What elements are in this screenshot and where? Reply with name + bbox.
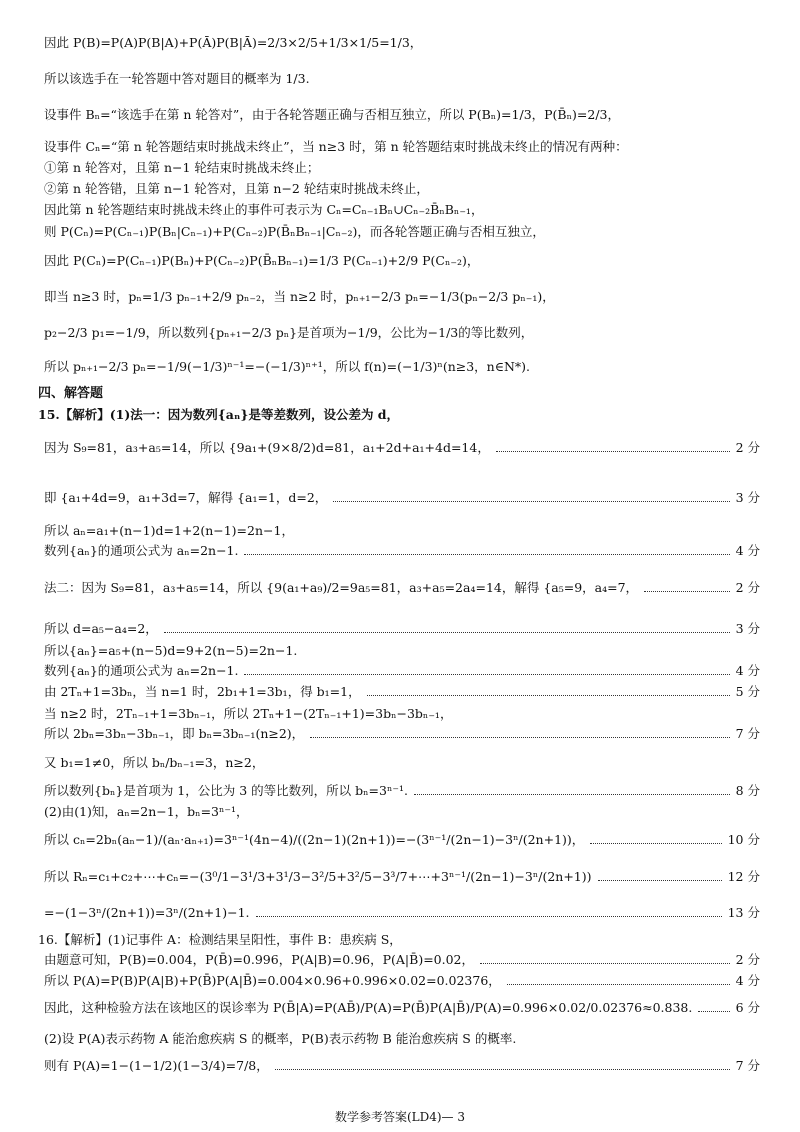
text-line: 所以 aₙ=a₁+(n−1)d=1+2(n−1)=2n−1， [44, 522, 294, 538]
scored-line: 所以 2bₙ=3bₙ−3bₙ₋₁，即 bₙ=3bₙ₋₁(n≥2)， 7 分 [44, 726, 760, 741]
leader-dots [164, 632, 730, 633]
leader-dots [367, 695, 730, 696]
scored-line: 由 2Tₙ+1=3bₙ，当 n=1 时，2b₁+1=3b₁，得 b₁=1， 5 分 [44, 684, 760, 699]
score-label: 8 分 [735, 783, 760, 798]
score-label: 13 分 [727, 905, 760, 920]
leader-dots [644, 591, 730, 592]
text-line: ②第 n 轮答错，且第 n−1 轮答对，且第 n−2 轮结束时挑战未终止， [44, 180, 429, 196]
text-line: (2)设 P(A)表示药物 A 能治愈疾病 S 的概率，P(B)表示药物 B 能治愈疾病 S 的概率. [44, 1030, 517, 1046]
text-line: 则 P(Cₙ)=P(Cₙ₋₁)P(Bₙ|Cₙ₋₁)+P(Cₙ₋₂)P(B̄ₙBₙ₋₁|Cₙ₋₂)，而各轮答题正确与否相互独立， [44, 223, 545, 239]
leader-dots [310, 737, 729, 738]
text-line: 即当 n≥3 时，pₙ=1/3 pₙ₋₁+2/9 pₙ₋₂，当 n≥2 时，pₙ₊₁−2/3 pₙ=−1/3(pₙ−2/3 pₙ₋₁)， [44, 288, 555, 304]
text-line: ①第 n 轮答对，且第 n−1 轮结束时挑战未终止； [44, 159, 320, 175]
text-line: (2)由(1)知，aₙ=2n−1，bₙ=3ⁿ⁻¹， [44, 803, 249, 819]
leader-dots [275, 1069, 730, 1070]
text-line: 所以 pₙ₊₁−2/3 pₙ=−1/9(−1/3)ⁿ⁻¹=−(−1/3)ⁿ⁺¹，所以 f(n)=(−1/3)ⁿ(n≥3，n∈N*). [44, 358, 531, 374]
text-line: 设事件 Bₙ=“该选手在第 n 轮答对”，由于各轮答题正确与否相互独立，所以 P(Bₙ)=1/3，P(B̄ₙ)=2/3， [44, 106, 620, 122]
leader-dots [333, 501, 729, 502]
scored-line: 因此，这种检验方法在该地区的误诊率为 P(B̄|A)=P(AB̄)/P(A)=P(B̄)P(A|B̄)/P(A)=0.996×0.02/0.02376≈0.838. 6 分 [44, 1000, 760, 1015]
scored-line: 因为 S₉=81，a₃+a₅=14，所以 {9a₁+(9×8/2)d=81，a₁+2d+a₁+4d=14， 2 分 [44, 440, 760, 455]
scored-line: 数列{aₙ}的通项公式为 aₙ=2n−1. 4 分 [44, 543, 760, 558]
problem-16-heading: 16.【解析】(1)记事件 A：检测结果呈阳性，事件 B：患疾病 S， [38, 931, 402, 947]
text-line: 所以该选手在一轮答题中答对题目的概率为 1/3. [44, 70, 310, 86]
text-line: 所以{aₙ}=a₅+(n−5)d=9+2(n−5)=2n−1. [44, 642, 298, 658]
scored-line: 所以 P(A)=P(B)P(A|B)+P(B̄)P(A|B̄)=0.004×0.96+0.996×0.02=0.02376， 4 分 [44, 973, 760, 988]
leader-dots [507, 984, 730, 985]
scored-line: 所以数列{bₙ}是首项为 1，公比为 3 的等比数列，所以 bₙ=3ⁿ⁻¹. 8 分 [44, 783, 760, 798]
leader-dots [414, 794, 730, 795]
score-label: 7 分 [735, 726, 760, 741]
scored-line: =−(1−3ⁿ/(2n+1))=3ⁿ/(2n+1)−1. 13 分 [44, 905, 760, 920]
leader-dots [480, 963, 730, 964]
scored-line: 由题意可知，P(B)=0.004，P(B̄)=0.996，P(A|B)=0.96，P(A|B̄)=0.02， 2 分 [44, 952, 760, 967]
leader-dots [496, 451, 730, 452]
text-line: 因此第 n 轮答题结束时挑战未终止的事件可表示为 Cₙ=Cₙ₋₁Bₙ∪Cₙ₋₂B̄ₙBₙ₋₁， [44, 201, 484, 217]
leader-dots [256, 916, 722, 917]
score-label: 3 分 [735, 621, 760, 636]
score-label: 12 分 [727, 869, 760, 884]
scored-line: 数列{aₙ}的通项公式为 aₙ=2n−1. 4 分 [44, 663, 760, 678]
score-label: 2 分 [735, 440, 760, 455]
scored-line: 所以 d=a₅−a₄=2， 3 分 [44, 621, 760, 636]
score-label: 2 分 [735, 952, 760, 967]
text-line: 因此 P(Cₙ)=P(Cₙ₋₁)P(Bₙ)+P(Cₙ₋₂)P(B̄ₙBₙ₋₁)=1/3 P(Cₙ₋₁)+2/9 P(Cₙ₋₂)， [44, 252, 480, 268]
leader-dots [598, 880, 722, 881]
page-footer: 数学参考答案(LD4)— 3 [334, 1110, 466, 1124]
text-line: 因此 P(B)=P(A)P(B|A)+P(Ā)P(B|Ā)=2/3×2/5+1/3×1/5=1/3， [44, 34, 423, 50]
score-label: 10 分 [727, 832, 760, 847]
leader-dots [590, 843, 721, 844]
scored-line: 所以 Rₙ=c₁+c₂+⋯+cₙ=−(3⁰/1−3¹/3+3¹/3−3²/5+3²/5−3³/7+⋯+3ⁿ⁻¹/(2n−1)−3ⁿ/(2n+1)) 12 分 [44, 869, 760, 884]
score-label: 6 分 [735, 1000, 760, 1015]
score-label: 4 分 [735, 973, 760, 988]
scored-line: 所以 cₙ=2bₙ(aₙ−1)/(aₙ·aₙ₊₁)=3ⁿ⁻¹(4n−4)/((2n−1)(2n+1))=−(3ⁿ⁻¹/(2n−1)−3ⁿ/(2n+1))， 10 分 [44, 832, 760, 847]
text-line: 设事件 Cₙ=“第 n 轮答题结束时挑战未终止”，当 n≥3 时，第 n 轮答题结束时挑战未终止的情况有两种： [44, 138, 628, 154]
scored-line: 则有 P(A)=1−(1−1/2)(1−3/4)=7/8， 7 分 [44, 1058, 760, 1073]
score-label: 4 分 [735, 663, 760, 678]
leader-dots [244, 674, 729, 675]
score-label: 7 分 [735, 1058, 760, 1073]
text-line: p₂−2/3 p₁=−1/9，所以数列{pₙ₊₁−2/3 pₙ}是首项为−1/9，公比为−1/3的等比数列， [44, 324, 534, 340]
scored-line: 法二：因为 S₉=81，a₃+a₅=14，所以 {9(a₁+a₉)/2=9a₅=81，a₃+a₅=2a₄=14，解得 {a₅=9，a₄=7， 2 分 [44, 580, 760, 595]
score-label: 4 分 [735, 543, 760, 558]
scored-line: 即 {a₁+4d=9，a₁+3d=7，解得 {a₁=1，d=2， 3 分 [44, 490, 760, 505]
score-label: 3 分 [735, 490, 760, 505]
section-heading: 四、解答题 [38, 385, 104, 401]
text-line: 又 b₁=1≠0，所以 bₙ/bₙ₋₁=3，n≥2， [44, 754, 265, 770]
score-label: 2 分 [735, 580, 760, 595]
leader-dots [244, 554, 729, 555]
text-line: 当 n≥2 时，2Tₙ₋₁+1=3bₙ₋₁，所以 2Tₙ+1−(2Tₙ₋₁+1)=3bₙ−3bₙ₋₁， [44, 705, 453, 721]
leader-dots [698, 1011, 729, 1012]
score-label: 5 分 [735, 684, 760, 699]
problem-15-heading: 15.【解析】(1)法一：因为数列{aₙ}是等差数列，设公差为 d， [38, 406, 400, 422]
